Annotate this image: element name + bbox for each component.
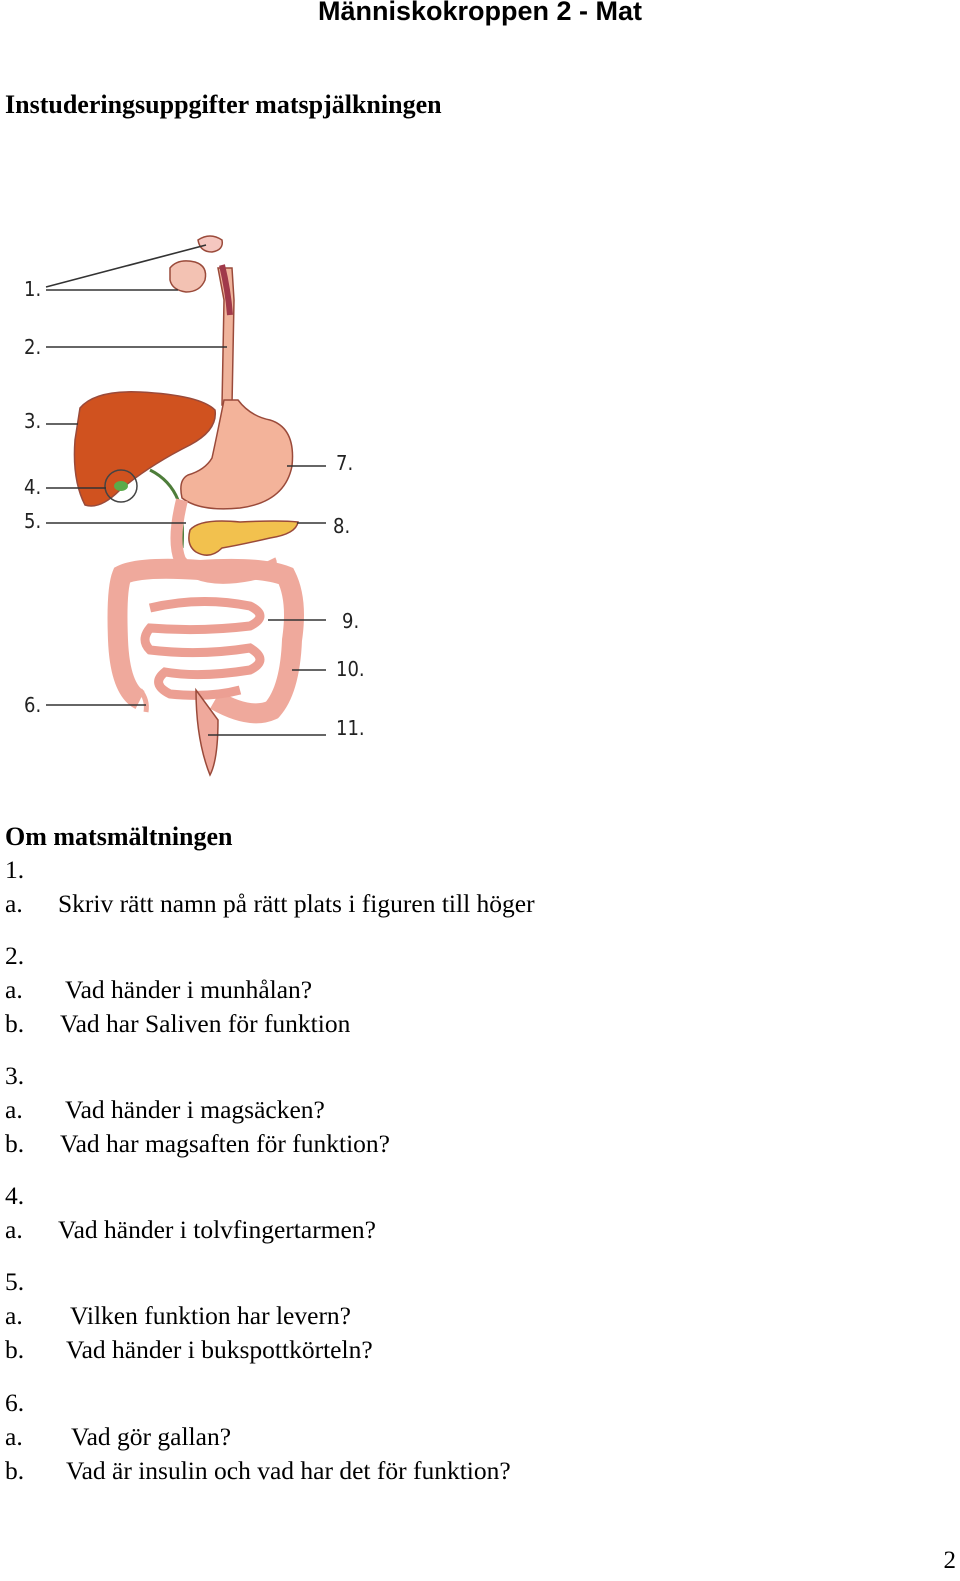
question-item xyxy=(5,1129,390,1159)
question-item xyxy=(5,1301,351,1331)
pancreas-shape xyxy=(189,521,298,555)
figure-label-10: 10. xyxy=(336,657,365,681)
figure-label-1: 1. xyxy=(24,277,42,301)
item-text: Vad har magsaften för funktion? xyxy=(60,1129,390,1158)
figure-label-3: 3. xyxy=(24,409,42,433)
question-item xyxy=(5,1422,231,1452)
item-marker: b. xyxy=(5,1129,25,1158)
item-marker: a. xyxy=(5,1095,23,1124)
question-item xyxy=(5,1215,376,1245)
item-marker: a. xyxy=(5,975,23,1004)
appendix-shape xyxy=(140,690,146,712)
item-marker: b. xyxy=(5,1335,25,1364)
question-number: 1. xyxy=(5,855,25,884)
question-item xyxy=(5,975,312,1005)
digestive-system-figure xyxy=(0,225,400,790)
figure-label-4: 4. xyxy=(24,475,42,499)
item-text: Vad gör gallan? xyxy=(71,1422,232,1451)
page-subtitle: Instuderingsuppgifter matspjälkningen xyxy=(5,90,442,119)
figure-label-7: 7. xyxy=(336,451,354,475)
item-marker: a. xyxy=(5,889,23,918)
item-text: Vad har Saliven för funktion xyxy=(60,1009,351,1038)
item-marker: a. xyxy=(5,1301,23,1330)
section-heading: Om matsmältningen xyxy=(5,822,233,851)
figure-label-6: 6. xyxy=(24,693,42,717)
item-marker: b. xyxy=(5,1456,25,1485)
question-number: 3. xyxy=(5,1061,25,1090)
item-text: Vad händer i magsäcken? xyxy=(65,1095,325,1124)
figure-label-5: 5. xyxy=(24,509,42,533)
item-marker: a. xyxy=(5,1422,23,1451)
question-item xyxy=(5,1335,373,1365)
digestive-organs-illustration xyxy=(74,236,298,775)
question-number: 2. xyxy=(5,941,25,970)
figure-label-2: 2. xyxy=(24,335,42,359)
item-marker: b. xyxy=(5,1009,25,1038)
question-number: 4. xyxy=(5,1181,25,1210)
question-item xyxy=(5,889,535,919)
item-text: Vad händer i tolvfingertarmen? xyxy=(58,1215,376,1244)
small-intestine-shape xyxy=(145,601,260,695)
item-text: Vad händer i munhålan? xyxy=(65,975,313,1004)
question-item xyxy=(5,1009,350,1039)
item-text: Vilken funktion har levern? xyxy=(70,1301,351,1330)
figure-label-11: 11. xyxy=(336,716,365,740)
item-marker: a. xyxy=(5,1215,23,1244)
page-number: 2 xyxy=(943,1547,956,1574)
page-title: Människokroppen 2 - Mat xyxy=(317,0,643,26)
item-text: Vad är insulin och vad har det för funktion? xyxy=(66,1456,511,1485)
salivary-gland-shape xyxy=(198,236,222,252)
item-text: Skriv rätt namn på rätt plats i figuren till höger xyxy=(58,889,535,918)
question-number: 5. xyxy=(5,1267,25,1296)
mouth-shape xyxy=(170,261,206,292)
question-number: 6. xyxy=(5,1388,25,1417)
question-item xyxy=(5,1095,325,1125)
item-text: Vad händer i bukspottkörteln? xyxy=(66,1335,373,1364)
question-item xyxy=(5,1456,511,1486)
figure-label-9: 9. xyxy=(342,609,360,633)
figure-label-8: 8. xyxy=(333,514,351,538)
